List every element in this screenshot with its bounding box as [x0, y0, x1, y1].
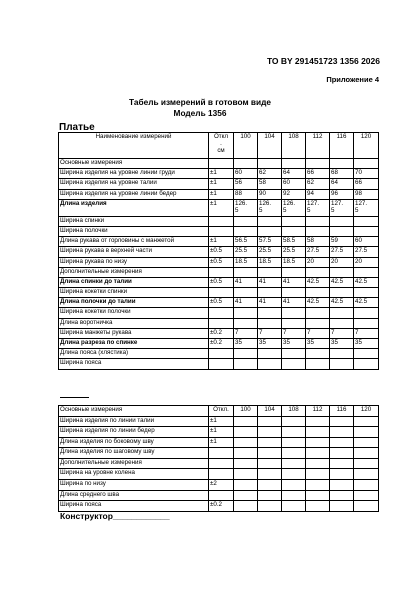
table-row — [59, 237, 379, 247]
constructor-signature-line: Конструктор____________ — [60, 511, 170, 521]
table-cell: 62 — [258, 169, 282, 179]
table-cell: 88 — [234, 189, 258, 199]
table-cell — [209, 318, 234, 328]
table-cell — [330, 216, 354, 226]
measurement-name: Дополнительные измерения — [59, 458, 209, 469]
table-cell: 60 — [234, 169, 258, 179]
table-cell — [209, 359, 234, 369]
table-cell — [282, 226, 306, 236]
table-cell — [209, 448, 234, 459]
table-cell — [234, 458, 258, 469]
table-cell: 94 — [306, 189, 330, 199]
column-header: 120 — [354, 406, 379, 417]
table-cell — [330, 226, 354, 236]
table-cell — [282, 359, 306, 369]
table-cell — [306, 267, 330, 277]
table-cell: 7 — [282, 328, 306, 338]
table-row — [59, 179, 379, 189]
table-cell — [354, 267, 379, 277]
table-cell: 7 — [330, 328, 354, 338]
table-cell: 35 — [234, 339, 258, 349]
table-row — [59, 339, 379, 349]
table-cell: 35 — [330, 339, 354, 349]
column-header: 104 — [258, 133, 282, 159]
table-cell — [330, 458, 354, 469]
garment-label: Платье — [59, 122, 95, 133]
table-cell — [258, 458, 282, 469]
table-cell — [354, 458, 379, 469]
table-cell: 41 — [234, 277, 258, 287]
table-cell: 56 — [234, 179, 258, 189]
table-cell — [258, 490, 282, 501]
table-cell — [234, 308, 258, 318]
table-cell — [258, 359, 282, 369]
table-cell — [209, 216, 234, 226]
model-title: Модель 1356 — [173, 108, 227, 118]
table-cell: ±1 — [209, 169, 234, 179]
table-row — [59, 298, 379, 308]
table-cell — [234, 469, 258, 480]
table-cell: 25.5 — [282, 247, 306, 257]
table-cell: 56.5 — [234, 237, 258, 247]
table-header-row — [59, 406, 379, 417]
table-cell — [354, 480, 379, 491]
table-cell — [234, 349, 258, 359]
table-cell: 127. 5 — [354, 199, 379, 216]
measurement-name: Ширина изделия на уровне линии груди — [59, 169, 209, 179]
column-header: Наименование измерений — [59, 133, 209, 159]
table-cell: 18.5 — [258, 257, 282, 267]
table-cell: 42.5 — [330, 277, 354, 287]
table-row — [59, 437, 379, 448]
table-row — [59, 427, 379, 438]
table-cell — [258, 427, 282, 438]
table-cell — [282, 288, 306, 298]
column-header: 112 — [306, 406, 330, 417]
table-cell: 25.5 — [258, 247, 282, 257]
table-cell — [282, 437, 306, 448]
table-cell: 59 — [330, 237, 354, 247]
table-cell — [282, 308, 306, 318]
table-row — [59, 159, 379, 169]
divider-line — [60, 397, 89, 398]
measurement-name: Ширина изделия на уровне талии — [59, 179, 209, 189]
table-cell: 60 — [282, 179, 306, 189]
table-cell: ±1 — [209, 189, 234, 199]
table-row — [59, 288, 379, 298]
table-row — [59, 257, 379, 267]
measurement-name: Длина рукава от горловины с манжетой — [59, 237, 209, 247]
table-cell — [282, 490, 306, 501]
table-cell — [330, 448, 354, 459]
table-cell — [258, 226, 282, 236]
table-cell — [306, 437, 330, 448]
table-cell: 35 — [306, 339, 330, 349]
table-cell — [306, 159, 330, 169]
table-cell: 92 — [282, 189, 306, 199]
column-header: 112 — [306, 133, 330, 159]
table-cell — [306, 427, 330, 438]
table-cell — [234, 216, 258, 226]
table-cell: 18.5 — [234, 257, 258, 267]
table-cell — [306, 308, 330, 318]
table-cell: ±0.5 — [209, 247, 234, 257]
table-cell — [282, 416, 306, 427]
measurement-name: Ширина спинки — [59, 216, 209, 226]
measurement-name: Ширина по низу — [59, 480, 209, 491]
table-cell: 60 — [354, 237, 379, 247]
column-header: 104 — [258, 406, 282, 417]
table-cell — [306, 501, 330, 512]
table-cell — [282, 427, 306, 438]
table-cell — [330, 437, 354, 448]
table-cell — [330, 469, 354, 480]
measurement-name: Длина изделия — [59, 199, 209, 216]
table-cell: 20 — [330, 257, 354, 267]
table-cell — [209, 490, 234, 501]
table-row — [59, 216, 379, 226]
appendix-label: Приложение 4 — [326, 75, 379, 84]
measurement-name: Длина воротничка — [59, 318, 209, 328]
measurement-name: Длина полочки до талии — [59, 298, 209, 308]
table-cell: 41 — [234, 298, 258, 308]
table-cell — [282, 318, 306, 328]
table-cell: 66 — [306, 169, 330, 179]
table-cell: 27.5 — [306, 247, 330, 257]
table-cell — [234, 288, 258, 298]
measurement-name: Ширина рукава в верхней части — [59, 247, 209, 257]
table-cell — [354, 216, 379, 226]
table-cell — [330, 159, 354, 169]
table-cell — [234, 437, 258, 448]
table-cell — [354, 501, 379, 512]
measurement-name: Ширина изделия по линии бедер — [59, 427, 209, 438]
measurement-name: Длина спинки до талии — [59, 277, 209, 287]
table-row — [59, 226, 379, 236]
table-cell — [282, 501, 306, 512]
table-cell — [258, 318, 282, 328]
table-cell: 57.5 — [258, 237, 282, 247]
table-cell — [209, 288, 234, 298]
table-cell — [306, 288, 330, 298]
table-cell — [234, 448, 258, 459]
table-cell — [306, 416, 330, 427]
measurement-name: Ширина пояса — [59, 359, 209, 369]
table-cell — [330, 349, 354, 359]
table-cell: 41 — [282, 277, 306, 287]
table-cell: 27.5 — [330, 247, 354, 257]
table-cell — [306, 469, 330, 480]
measurement-name: Дополнительные измерения — [59, 267, 209, 277]
table-cell — [258, 501, 282, 512]
table-cell — [306, 318, 330, 328]
measurement-name: Длина изделия по шаговому шву — [59, 448, 209, 459]
table-cell — [306, 226, 330, 236]
table-cell — [282, 469, 306, 480]
measurements-table-dress — [58, 132, 379, 370]
table-cell — [234, 359, 258, 369]
table-row — [59, 458, 379, 469]
table-cell: ±2 — [209, 480, 234, 491]
table-cell: 7 — [258, 328, 282, 338]
measurement-name: Длина среднего шва — [59, 490, 209, 501]
table-row — [59, 448, 379, 459]
table-cell: 35 — [258, 339, 282, 349]
table-cell: 62 — [306, 179, 330, 189]
table-cell — [209, 458, 234, 469]
table-cell: ±0.5 — [209, 298, 234, 308]
measurement-name: Основные измерения — [59, 159, 209, 169]
table-cell — [209, 226, 234, 236]
table-cell: 68 — [330, 169, 354, 179]
table-row — [59, 480, 379, 491]
table-cell — [258, 288, 282, 298]
table-cell: ±1 — [209, 199, 234, 216]
table-cell: ±1 — [209, 237, 234, 247]
table-cell: 127. 5 — [330, 199, 354, 216]
table-cell: 20 — [306, 257, 330, 267]
table-row — [59, 359, 379, 369]
table-row — [59, 267, 379, 277]
table-cell — [330, 416, 354, 427]
table-cell — [209, 267, 234, 277]
table-row — [59, 277, 379, 287]
column-header: 100 — [234, 133, 258, 159]
table-cell — [258, 448, 282, 459]
table-cell — [258, 469, 282, 480]
table-row — [59, 199, 379, 216]
table-cell — [306, 490, 330, 501]
table-cell: 58.5 — [282, 237, 306, 247]
table-row — [59, 308, 379, 318]
table-cell: 7 — [354, 328, 379, 338]
table-row — [59, 469, 379, 480]
table-row — [59, 247, 379, 257]
measurement-name: Ширина изделия на уровне линии бедер — [59, 189, 209, 199]
table-row — [59, 416, 379, 427]
table-cell: 41 — [258, 277, 282, 287]
table-cell — [234, 267, 258, 277]
measurement-name: Ширина на уровне колена — [59, 469, 209, 480]
table-cell — [354, 359, 379, 369]
measurement-name: Ширина рукава по низу — [59, 257, 209, 267]
table-cell: 98 — [354, 189, 379, 199]
measurement-name: Длина пояса (хлястика) — [59, 349, 209, 359]
measurement-name: Длина изделия по боковому шву — [59, 437, 209, 448]
table-cell — [234, 159, 258, 169]
table-cell — [258, 349, 282, 359]
column-header: Основные измерения — [59, 406, 209, 417]
table-row — [59, 490, 379, 501]
table-row — [59, 501, 379, 512]
table-cell — [282, 159, 306, 169]
table-row — [59, 318, 379, 328]
table-cell — [330, 501, 354, 512]
table-cell: 42.5 — [330, 298, 354, 308]
column-header: 116 — [330, 406, 354, 417]
document-title: Табель измерений в готовом виде — [129, 97, 271, 107]
table-cell: 126. 5 — [282, 199, 306, 216]
table-cell — [282, 448, 306, 459]
table-cell — [354, 308, 379, 318]
table-cell — [306, 480, 330, 491]
table-cell — [354, 288, 379, 298]
table-row — [59, 328, 379, 338]
table-cell: 35 — [354, 339, 379, 349]
table-cell — [282, 480, 306, 491]
table-cell — [354, 490, 379, 501]
table-cell: 35 — [282, 339, 306, 349]
table-cell: 64 — [282, 169, 306, 179]
table-row — [59, 169, 379, 179]
table-cell — [258, 437, 282, 448]
table-cell: 70 — [354, 169, 379, 179]
table-cell: 27.5 — [354, 247, 379, 257]
column-header: Откл . см — [209, 133, 234, 159]
table-cell — [258, 267, 282, 277]
table-cell: 42.5 — [354, 298, 379, 308]
table-cell — [306, 349, 330, 359]
table-cell: ±0.2 — [209, 339, 234, 349]
table-cell — [209, 159, 234, 169]
table-cell — [330, 288, 354, 298]
table-cell — [354, 448, 379, 459]
table-cell: 126. 5 — [258, 199, 282, 216]
column-header: 116 — [330, 133, 354, 159]
measurement-name: Ширина кокетки спинки — [59, 288, 209, 298]
measurement-name: Ширина пояса — [59, 501, 209, 512]
table-cell — [306, 458, 330, 469]
table-cell: 42.5 — [306, 298, 330, 308]
table-cell: 127. 5 — [306, 199, 330, 216]
table-cell: ±0.2 — [209, 501, 234, 512]
table-cell: ±1 — [209, 437, 234, 448]
table-cell: 96 — [330, 189, 354, 199]
column-header: 108 — [282, 133, 306, 159]
table-cell: 90 — [258, 189, 282, 199]
measurement-name: Ширина изделия по линии талии — [59, 416, 209, 427]
table-cell — [354, 437, 379, 448]
table-cell — [306, 216, 330, 226]
table-cell — [258, 416, 282, 427]
table-cell: ±1 — [209, 416, 234, 427]
table-cell — [282, 216, 306, 226]
table-cell — [354, 427, 379, 438]
table-cell — [234, 480, 258, 491]
table-cell — [354, 416, 379, 427]
measurement-name: Длина разреза по спинке — [59, 339, 209, 349]
table-cell: 41 — [282, 298, 306, 308]
table-cell: ±1 — [209, 179, 234, 189]
table-cell — [330, 480, 354, 491]
measurement-name: Ширина манжеты рукава — [59, 328, 209, 338]
table-cell — [234, 427, 258, 438]
table-row — [59, 189, 379, 199]
table-cell: 66 — [354, 179, 379, 189]
measurements-table-trousers — [58, 405, 379, 512]
table-cell: 64 — [330, 179, 354, 189]
table-cell — [306, 448, 330, 459]
table-cell — [258, 308, 282, 318]
table-row — [59, 349, 379, 359]
table-cell — [330, 318, 354, 328]
table-cell: 25.5 — [234, 247, 258, 257]
column-header: Откл. — [209, 406, 234, 417]
table-cell — [354, 159, 379, 169]
table-cell: 42.5 — [306, 277, 330, 287]
table-cell — [209, 308, 234, 318]
table-cell: 126. 5 — [234, 199, 258, 216]
table-cell: 58 — [258, 179, 282, 189]
table-cell — [306, 359, 330, 369]
table-cell: 41 — [258, 298, 282, 308]
table-cell: 7 — [306, 328, 330, 338]
table-cell — [282, 458, 306, 469]
table-cell: 18.5 — [282, 257, 306, 267]
table-cell: 58 — [306, 237, 330, 247]
column-header: 100 — [234, 406, 258, 417]
table-cell: ±1 — [209, 427, 234, 438]
table-cell — [282, 267, 306, 277]
table-cell — [354, 469, 379, 480]
table-cell: ±0.5 — [209, 257, 234, 267]
table-cell — [234, 501, 258, 512]
table-cell — [330, 427, 354, 438]
table-cell — [209, 349, 234, 359]
table-cell — [234, 416, 258, 427]
document-reference: ТО BY 291451723 1356 2026 — [266, 56, 380, 66]
measurement-name: Ширина полочки — [59, 226, 209, 236]
table-cell — [354, 318, 379, 328]
column-header: 120 — [354, 133, 379, 159]
table-cell: 20 — [354, 257, 379, 267]
table-cell — [330, 267, 354, 277]
table-cell — [354, 226, 379, 236]
table-cell — [330, 308, 354, 318]
table-header-row — [59, 133, 379, 159]
table-cell — [234, 226, 258, 236]
column-header: 108 — [282, 406, 306, 417]
table-cell — [354, 349, 379, 359]
table-cell — [330, 359, 354, 369]
table-cell: ±0.5 — [209, 277, 234, 287]
table-cell — [209, 469, 234, 480]
table-cell — [234, 490, 258, 501]
table-cell — [234, 318, 258, 328]
table-cell — [258, 159, 282, 169]
measurement-name: Ширина кокетки полочки — [59, 308, 209, 318]
table-cell: 7 — [234, 328, 258, 338]
table-cell — [330, 490, 354, 501]
table-cell — [258, 480, 282, 491]
table-cell: 42.5 — [354, 277, 379, 287]
table-cell — [282, 349, 306, 359]
table-cell — [258, 216, 282, 226]
table-cell: ±0.2 — [209, 328, 234, 338]
